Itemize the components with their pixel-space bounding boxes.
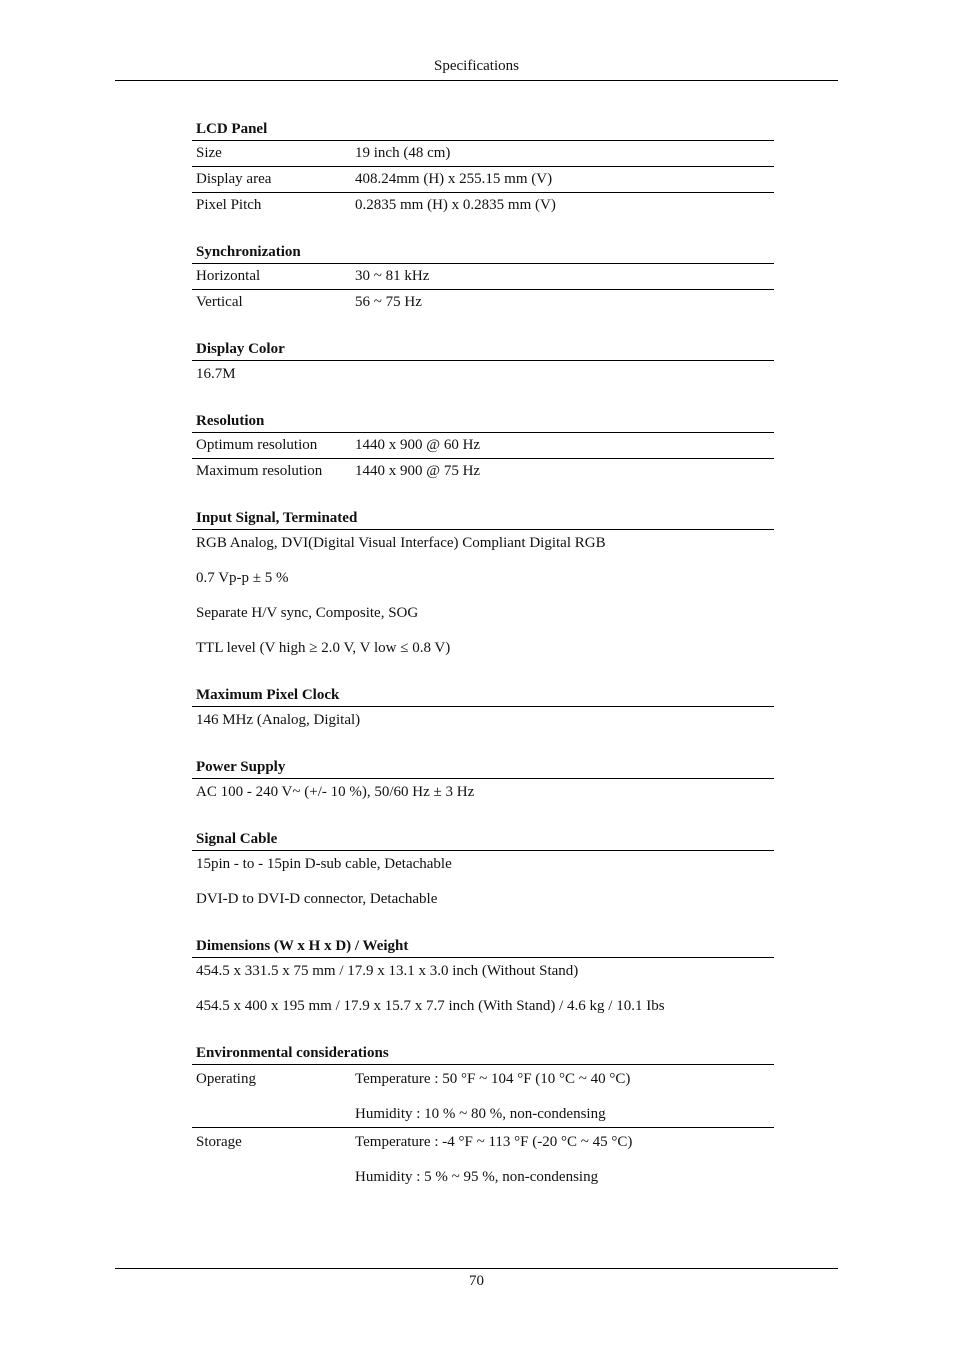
- section-title: Synchronization: [192, 241, 774, 264]
- section-resolution: [192, 410, 774, 484]
- header-rule: [115, 80, 838, 81]
- page-header-title: Specifications: [434, 58, 519, 74]
- spec-label: Maximum resolution: [196, 463, 323, 479]
- section-title: LCD Panel: [192, 118, 774, 141]
- section-title: Display Color: [192, 338, 774, 361]
- env-row-operating: [192, 1065, 774, 1128]
- spec-row-display-area: [192, 167, 774, 193]
- spec-line: 146 MHz (Analog, Digital): [196, 712, 361, 728]
- spec-line: 16.7M: [196, 366, 236, 382]
- spec-row-size: [192, 141, 774, 167]
- spec-label: Horizontal: [196, 268, 261, 284]
- section-lcd-panel: [192, 118, 774, 218]
- spec-content: [192, 118, 774, 1213]
- spec-line: 15pin - to - 15pin D-sub cable, Detachable: [196, 856, 452, 872]
- env-temperature: Temperature : 50 °F ~ 104 °F (10 °C ~ 40 °C): [355, 1071, 631, 1087]
- section-title: Signal Cable: [192, 828, 774, 851]
- section-display-color: [192, 338, 774, 387]
- spec-label: Pixel Pitch: [196, 197, 262, 213]
- env-humidity: Humidity : 5 % ~ 95 %, non-condensing: [355, 1169, 599, 1185]
- env-values: [355, 1129, 774, 1190]
- spec-line: 454.5 x 331.5 x 75 mm / 17.9 x 13.1 x 3.0 inch (Without Stand): [196, 963, 579, 979]
- env-values: [355, 1066, 774, 1127]
- env-label: Operating: [196, 1071, 256, 1087]
- spec-row-vertical: [192, 290, 774, 315]
- spec-line: 454.5 x 400 x 195 mm / 17.9 x 15.7 x 7.7 inch (With Stand) / 4.6 kg / 10.1 Ibs: [196, 998, 665, 1014]
- spec-value: 408.24mm (H) x 255.15 mm (V): [355, 171, 553, 187]
- spec-line: TTL level (V high ≥ 2.0 V, V low ≤ 0.8 V): [196, 640, 451, 656]
- spec-label: Optimum resolution: [196, 437, 318, 453]
- spec-line: DVI-D to DVI-D connector, Detachable: [196, 891, 438, 907]
- section-environmental: [192, 1042, 774, 1190]
- spec-row-maximum-resolution: [192, 459, 774, 484]
- section-dimensions: [192, 935, 774, 1019]
- spec-label: Vertical: [196, 294, 243, 310]
- env-label: Storage: [196, 1134, 242, 1150]
- spec-value: 0.2835 mm (H) x 0.2835 mm (V): [355, 197, 556, 213]
- spec-line: RGB Analog, DVI(Digital Visual Interface) Compliant Digital RGB: [196, 535, 606, 551]
- spec-line: AC 100 - 240 V~ (+/- 10 %), 50/60 Hz ± 3 Hz: [196, 784, 475, 800]
- section-title: Power Supply: [192, 756, 774, 779]
- section-title: Resolution: [192, 410, 774, 433]
- footer-rule: [115, 1268, 838, 1269]
- spec-value: 1440 x 900 @ 75 Hz: [355, 463, 481, 479]
- section-title: Input Signal, Terminated: [192, 507, 774, 530]
- env-temperature: Temperature : -4 °F ~ 113 °F (-20 °C ~ 45 °C): [355, 1134, 633, 1150]
- spec-row-optimum-resolution: [192, 433, 774, 459]
- page-number: 70: [469, 1273, 484, 1289]
- section-title: Dimensions (W x H x D) / Weight: [192, 935, 774, 958]
- section-power-supply: [192, 756, 774, 805]
- spec-label: Display area: [196, 171, 272, 187]
- spec-value: 1440 x 900 @ 60 Hz: [355, 437, 481, 453]
- section-title: Environmental considerations: [192, 1042, 774, 1065]
- spec-line: Separate H/V sync, Composite, SOG: [196, 605, 419, 621]
- env-row-storage: [192, 1128, 774, 1190]
- spec-label: Size: [196, 145, 222, 161]
- env-humidity: Humidity : 10 % ~ 80 %, non-condensing: [355, 1106, 606, 1122]
- spec-row-horizontal: [192, 264, 774, 290]
- spec-line: 0.7 Vp-p ± 5 %: [196, 570, 289, 586]
- spec-row-pixel-pitch: [192, 193, 774, 218]
- section-synchronization: [192, 241, 774, 315]
- spec-value: 56 ~ 75 Hz: [355, 294, 422, 310]
- section-signal-cable: [192, 828, 774, 912]
- section-title: Maximum Pixel Clock: [192, 684, 774, 707]
- section-input-signal: [192, 507, 774, 661]
- spec-value: 19 inch (48 cm): [355, 145, 451, 161]
- section-max-pixel-clock: [192, 684, 774, 733]
- spec-value: 30 ~ 81 kHz: [355, 268, 430, 284]
